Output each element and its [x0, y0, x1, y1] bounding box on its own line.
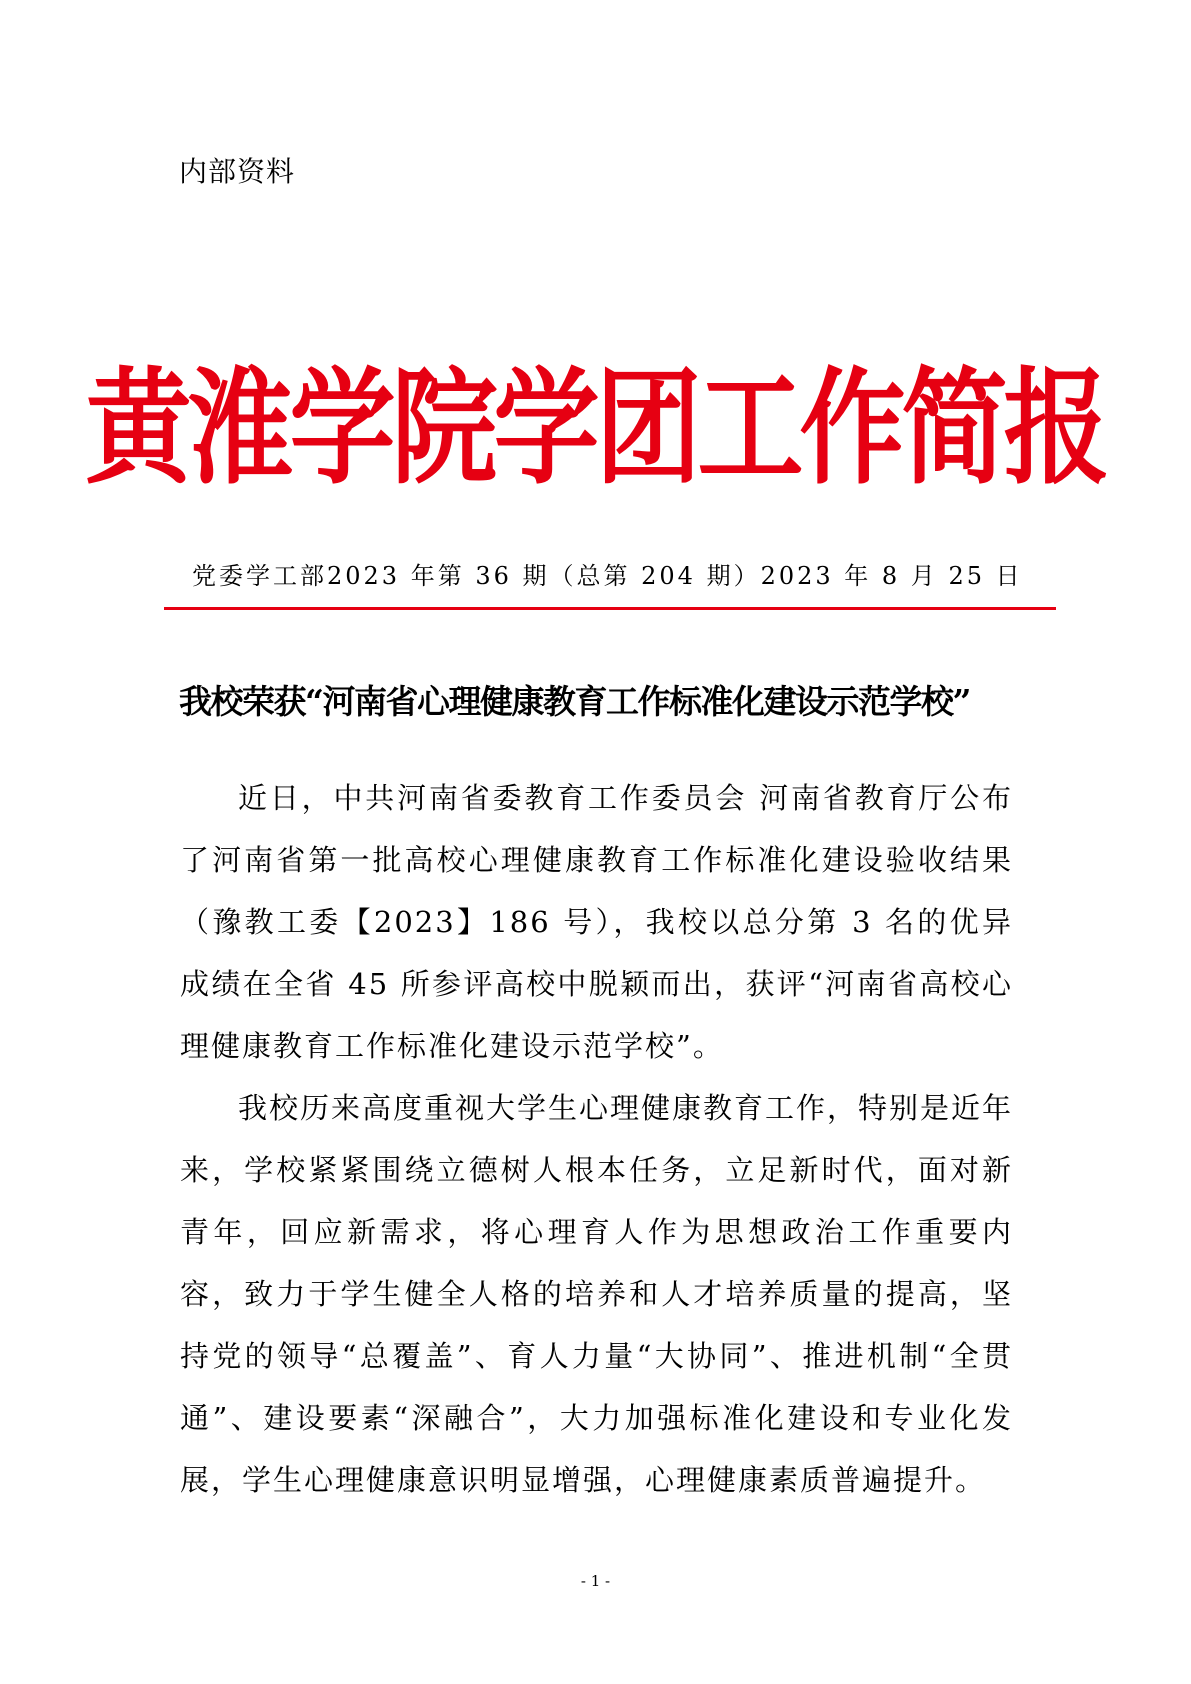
red-divider-rule [164, 607, 1056, 610]
department-name: 党委学工部 [192, 562, 327, 590]
masthead-title: 黄淮学院学团工作简报 [85, 353, 1106, 501]
issue-number: 2023 年第 36 期（总第 204 期） [327, 562, 761, 590]
internal-label: 内部资料 [179, 155, 296, 188]
body-paragraph: 我校历来高度重视大学生心理健康教育工作，特别是近年来，学校紧紧围绕立德树人根本任务，立足新时代，面对新青年，回应新需求，将心理育人作为思想政治工作重要内容，致力于学生健全人格的培养和人才培养质量的提高，坚持党的领导“总覆盖”、育人力量“大协同”、推进机制“全贯通”、建设要素“深融合”，大力加强标准化建设和专业化发展，学生心理健康意识明显增强，心理健康素质普遍提升。 [180, 1091, 1014, 1497]
issue-date: 2023 年 8 月 25 日 [760, 562, 1023, 590]
issue-line [192, 556, 1023, 591]
body-paragraph: 近日，中共河南省委教育工作委员会 河南省教育厅公布了河南省第一批高校心理健康教育工作标准化建设验收结果（豫教工委【2023】186 号），我校以总分第 3 名的优异成绩在全省 45 所参评高校中脱颖而出，获评“河南省高校心理健康教育工作标准化建设示范学校”。 [180, 781, 1013, 1063]
article-body [180, 767, 1013, 1511]
article-title: 我校荣获“河南省心理健康教育工作标准化建设示范学校” [179, 682, 970, 721]
page-number: - 1 - [580, 1572, 611, 1590]
